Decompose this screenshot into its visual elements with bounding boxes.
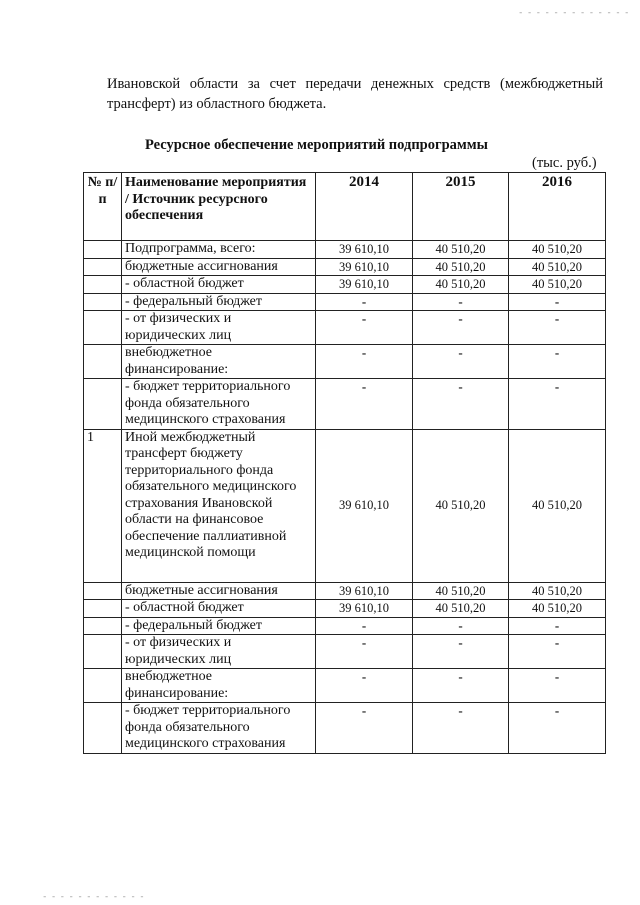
header-year-2016: 2016: [509, 173, 606, 241]
row-value-2016: 40 510,20: [509, 258, 606, 276]
header-num: № п/п: [84, 173, 122, 241]
row-value-2015: -: [413, 293, 509, 311]
row-name: Подпрограмма, всего:: [122, 241, 316, 259]
table-row: [84, 669, 606, 703]
row-value-2015: -: [413, 379, 509, 430]
table-title: Ресурсное обеспечение мероприятий подпрограммы: [145, 137, 488, 153]
row-number: [84, 617, 122, 635]
table-row: [84, 429, 606, 582]
row-value-2014: -: [316, 635, 413, 669]
table-row: [84, 293, 606, 311]
row-value-2016: -: [509, 345, 606, 379]
row-value-2016: 40 510,20: [509, 241, 606, 259]
row-value-2016: -: [509, 635, 606, 669]
row-value-2016: -: [509, 293, 606, 311]
row-value-2016: 40 510,20: [509, 600, 606, 618]
row-number: [84, 293, 122, 311]
row-number: [84, 311, 122, 345]
row-value-2014: 39 610,10: [316, 276, 413, 294]
table-row: [84, 635, 606, 669]
row-number: [84, 379, 122, 430]
row-name: внебюджетное финансирование:: [122, 345, 316, 379]
table-row: [84, 600, 606, 618]
row-value-2014: -: [316, 379, 413, 430]
row-value-2015: 40 510,20: [413, 258, 509, 276]
table-row: [84, 258, 606, 276]
row-number: [84, 258, 122, 276]
row-value-2015: -: [413, 703, 509, 754]
row-value-2016: -: [509, 311, 606, 345]
table-row: [84, 241, 606, 259]
row-value-2014: -: [316, 293, 413, 311]
row-number: [84, 635, 122, 669]
units-label: (тыс. руб.): [532, 155, 597, 171]
row-value-2014: 39 610,10: [316, 241, 413, 259]
table-row: [84, 582, 606, 600]
table-header-row: [84, 173, 606, 241]
row-value-2015: -: [413, 311, 509, 345]
row-number: [84, 669, 122, 703]
row-name: - от физических и юридических лиц: [122, 311, 316, 345]
row-name: - федеральный бюджет: [122, 293, 316, 311]
resource-table: [83, 172, 606, 754]
intro-paragraph: Ивановской области за счет передачи денежных средств (межбюджетный трансферт) из областного бюджета.: [107, 76, 603, 112]
table-row: [84, 345, 606, 379]
row-value-2014: 39 610,10: [316, 258, 413, 276]
table-body: [84, 241, 606, 754]
row-value-2014: -: [316, 617, 413, 635]
scan-artifact-bottom-left: - - - - - - - - - - - -: [42, 892, 144, 902]
scan-artifact-top-right: - - - - - - - - - - - - -: [518, 8, 629, 18]
row-value-2015: -: [413, 345, 509, 379]
row-value-2016: -: [509, 669, 606, 703]
row-value-2015: 40 510,20: [413, 600, 509, 618]
row-value-2015: -: [413, 617, 509, 635]
row-name: Иной межбюджетный трансферт бюджету территориального фонда обязательного медицинского страхования Ивановской области на финансовое обеспечение паллиативной медицинской помощи: [122, 429, 316, 582]
row-name: - бюджет территориального фонда обязательного медицинского страхования: [122, 379, 316, 430]
row-name: - областной бюджет: [122, 276, 316, 294]
row-name: бюджетные ассигнования: [122, 582, 316, 600]
row-number: [84, 703, 122, 754]
row-name: бюджетные ассигнования: [122, 258, 316, 276]
table-row: [84, 617, 606, 635]
row-value-2014: -: [316, 703, 413, 754]
table-row: [84, 311, 606, 345]
row-number: [84, 241, 122, 259]
table-row: [84, 703, 606, 754]
row-value-2014: -: [316, 311, 413, 345]
row-number: [84, 582, 122, 600]
row-value-2015: -: [413, 635, 509, 669]
header-name: Наименование мероприятия / Источник ресурсного обеспечения: [122, 173, 316, 241]
row-value-2014: 39 610,10: [316, 429, 413, 582]
row-value-2014: -: [316, 669, 413, 703]
row-name: внебюджетное финансирование:: [122, 669, 316, 703]
row-value-2014: 39 610,10: [316, 582, 413, 600]
table-row: [84, 379, 606, 430]
row-value-2014: -: [316, 345, 413, 379]
header-year-2015: 2015: [413, 173, 509, 241]
row-number: [84, 276, 122, 294]
row-name: - бюджет территориального фонда обязательного медицинского страхования: [122, 703, 316, 754]
row-value-2016: -: [509, 379, 606, 430]
row-value-2016: -: [509, 703, 606, 754]
row-value-2016: 40 510,20: [509, 582, 606, 600]
row-value-2016: 40 510,20: [509, 429, 606, 582]
row-value-2016: 40 510,20: [509, 276, 606, 294]
header-year-2014: 2014: [316, 173, 413, 241]
row-value-2014: 39 610,10: [316, 600, 413, 618]
row-value-2015: 40 510,20: [413, 241, 509, 259]
row-name: - федеральный бюджет: [122, 617, 316, 635]
row-name: - от физических и юридических лиц: [122, 635, 316, 669]
row-number: 1: [84, 429, 122, 582]
table-row: [84, 276, 606, 294]
row-value-2015: -: [413, 669, 509, 703]
row-name: - областной бюджет: [122, 600, 316, 618]
row-number: [84, 600, 122, 618]
row-value-2016: -: [509, 617, 606, 635]
row-value-2015: 40 510,20: [413, 429, 509, 582]
row-value-2015: 40 510,20: [413, 276, 509, 294]
row-value-2015: 40 510,20: [413, 582, 509, 600]
row-number: [84, 345, 122, 379]
